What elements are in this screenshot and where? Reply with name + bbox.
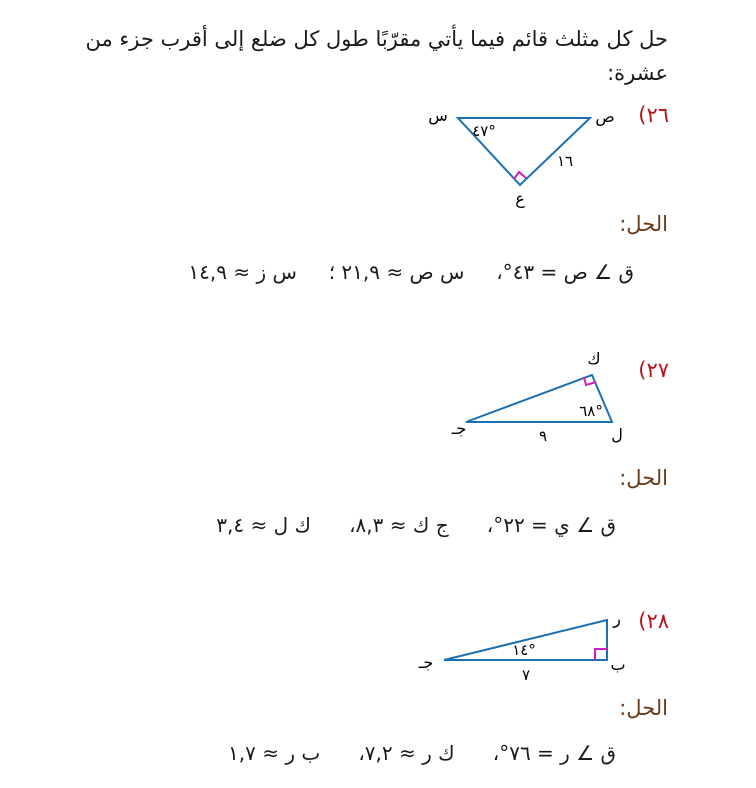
solution-heading-27: الحل: bbox=[619, 466, 668, 490]
vertex-label-k: ك bbox=[587, 349, 601, 368]
solution-heading-26: الحل: bbox=[619, 212, 668, 236]
angle-label-27: ٦٨° bbox=[579, 402, 603, 420]
angle-label-26: ٤٧° bbox=[472, 122, 496, 140]
instructions: حل كل مثلث قائم فيما يأتي مقرّبًا طول كل ضلع إلى أقرب جزء من عشرة: bbox=[85, 27, 668, 85]
answer-28: ق ∠ ر = ٧٦°، ك ر ≈ ٧,٢، ب ر ≈ ١,٧ bbox=[228, 741, 616, 765]
vertex-label-j: جـ bbox=[451, 419, 467, 438]
vertex-label-p: ص bbox=[595, 107, 615, 126]
vertex-label-j2: جـ bbox=[418, 653, 434, 672]
vertex-label-a: ع bbox=[515, 189, 525, 208]
vertex-label-s: س bbox=[428, 106, 448, 125]
problem-26-number: ٢٦) bbox=[638, 103, 669, 127]
angle-label-28: ١٤° bbox=[512, 641, 536, 659]
vertex-label-b: ب bbox=[610, 655, 626, 674]
vertex-label-r: ر bbox=[613, 609, 621, 628]
side-label-26: ١٦ bbox=[556, 152, 574, 170]
right-angle-marker-28 bbox=[595, 649, 607, 660]
solution-heading-28: الحل: bbox=[619, 696, 668, 720]
problem-27-number: ٢٧) bbox=[638, 358, 669, 382]
answer-27: ق ∠ ي = ٢٢°، ج ك ≈ ٨,٣، ك ل ≈ ٣,٤ bbox=[216, 513, 616, 537]
answer-26: ق ∠ ص = ٤٣°، س ص ≈ ٢١,٩ ؛ س ز ≈ ١٤,٩ bbox=[188, 260, 634, 284]
vertex-label-l: ل bbox=[611, 425, 623, 444]
problem-28-number: ٢٨) bbox=[638, 609, 669, 633]
side-label-27: ٩ bbox=[538, 427, 548, 445]
side-label-28: ٧ bbox=[521, 666, 531, 684]
